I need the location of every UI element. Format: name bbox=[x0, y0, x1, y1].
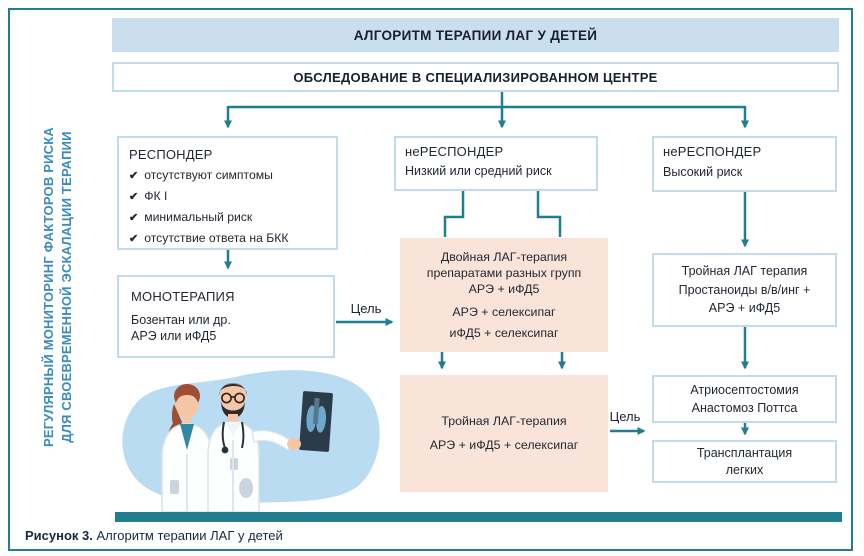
responder-title: РЕСПОНДЕР bbox=[129, 147, 213, 162]
dual-therapy-line-4: АРЭ + селексипаг bbox=[452, 304, 556, 319]
goal-label-2: Цель bbox=[609, 409, 641, 424]
monotherapy-box bbox=[117, 275, 335, 358]
responder-item-label: отсутствие ответа на БКК bbox=[144, 231, 289, 245]
check-icon: ✔ bbox=[129, 212, 139, 224]
transplant-line-2: легких bbox=[725, 462, 764, 477]
sidebar-vertical-label bbox=[40, 87, 80, 487]
triple-right-line-1: Тройная ЛАГ терапия bbox=[681, 263, 808, 278]
doctors-illustration bbox=[112, 362, 388, 512]
sidebar-line-1: РЕГУЛЯРНЫЙ МОНИТОРИНГ ФАКТОРОВ РИСКА bbox=[41, 127, 56, 447]
page-title: АЛГОРИТМ ТЕРАПИИ ЛАГ У ДЕТЕЙ bbox=[112, 18, 839, 52]
nonresponder-high-subtitle: Высокий риск bbox=[663, 165, 743, 179]
figure-caption bbox=[25, 528, 283, 543]
transplant-box bbox=[652, 440, 837, 483]
check-icon: ✔ bbox=[129, 191, 139, 203]
caption-text: Алгоритм терапии ЛАГ у детей bbox=[96, 528, 283, 543]
nonresponder-mid-title: неРЕСПОНДЕР bbox=[405, 144, 504, 159]
caption-label: Рисунок 3. bbox=[25, 528, 93, 543]
triple-right-line-3: АРЭ + иФД5 bbox=[708, 301, 781, 316]
responder-item-label: ФК I bbox=[144, 189, 168, 203]
monotherapy-title: МОНОТЕРАПИЯ bbox=[131, 289, 235, 304]
septostomy-box bbox=[652, 375, 837, 423]
goal-label-1: Цель bbox=[350, 301, 382, 316]
bottom-accent-bar bbox=[115, 512, 842, 522]
subheader-box: ОБСЛЕДОВАНИЕ В СПЕЦИАЛИЗИРОВАННОМ ЦЕНТРЕ bbox=[112, 62, 839, 92]
septostomy-line-2: Анастомоз Поттса bbox=[691, 401, 798, 415]
dual-therapy-line-5: иФД5 + селексипаг bbox=[449, 325, 559, 340]
responder-box bbox=[117, 136, 338, 250]
responder-item-label: отсутствуют симптомы bbox=[144, 168, 273, 182]
triple-therapy-mid-line-1: Тройная ЛАГ-терапия bbox=[441, 413, 567, 428]
check-icon: ✔ bbox=[129, 233, 139, 245]
dual-therapy-box bbox=[400, 238, 608, 352]
check-icon: ✔ bbox=[129, 170, 139, 182]
responder-item bbox=[129, 189, 326, 206]
dual-therapy-line-3: АРЭ + иФД5 bbox=[468, 281, 540, 296]
triple-therapy-mid-box bbox=[400, 375, 608, 492]
nonresponder-mid-box bbox=[394, 136, 598, 191]
nonresponder-high-box bbox=[652, 136, 837, 192]
transplant-line-1: Трансплантация bbox=[696, 445, 793, 460]
nonresponder-high-title: неРЕСПОНДЕР bbox=[663, 144, 762, 159]
triple-therapy-mid-line-2: АРЭ + иФД5 + селексипаг bbox=[429, 437, 579, 452]
nonresponder-mid-subtitle: Низкий или средний риск bbox=[405, 164, 552, 178]
xray-film bbox=[299, 391, 333, 452]
sidebar-line-2: ДЛЯ СВОЕВРЕМЕННОЙ ЭСКАЛАЦИИ ТЕРАПИИ bbox=[58, 131, 74, 443]
septostomy-line-1: Атриосептостомия bbox=[690, 382, 799, 397]
dual-therapy-line-2: препаратами разных групп bbox=[426, 266, 582, 281]
dual-therapy-line-1: Двойная ЛАГ-терапия bbox=[440, 250, 568, 265]
responder-item bbox=[129, 168, 326, 185]
monotherapy-line-1: Бозентан или др. bbox=[131, 313, 231, 327]
triple-right-line-2: Простаноиды в/в/инг + bbox=[678, 282, 811, 297]
monotherapy-line-2: АРЭ или иФД5 bbox=[131, 329, 217, 344]
responder-item bbox=[129, 231, 326, 248]
responder-item-label: минимальный риск bbox=[144, 210, 253, 224]
responder-item bbox=[129, 210, 326, 227]
triple-therapy-right-box bbox=[652, 253, 837, 327]
